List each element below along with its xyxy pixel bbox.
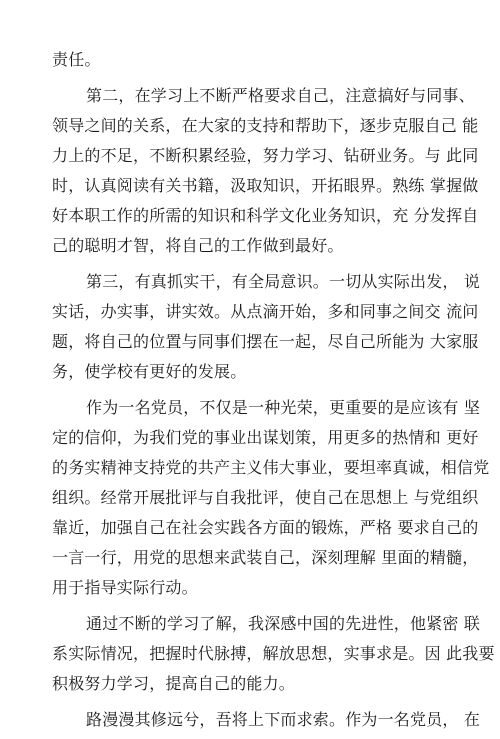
text-line: 己的聪明才智，将自己的工作做到最好。 (52, 236, 344, 255)
text-line: 组织。经常开展批评与自我批评，使自己在思想上 与党组织 (52, 488, 479, 507)
paragraph-start-line: 通过不断的学习了解，我深感中国的先进性，他紧密 联 (86, 614, 481, 633)
text-line: 的务实精神支持党的共产主义伟大事业，要坦率真诚，相信党 (52, 458, 490, 477)
text-line: 靠近，加强自己在社会实践各方面的锻炼，严格 要求自己的 (52, 518, 479, 537)
text-line: 力上的不足，不断积累经验，努力学习、钻研业务。与 此同 (52, 146, 479, 165)
text-line: 时，认真阅读有关书籍，汲取知识，开拓眼界。熟练 掌握做 (52, 176, 479, 195)
paragraph-start-line: 路漫漫其修远兮，吾将上下而求索。作为一名党员， 在 (86, 710, 481, 729)
text-line: 责任。 (52, 50, 101, 69)
text-line: 领导之间的关系，在大家的支持和帮助下，逐步克服自己 能 (52, 116, 479, 135)
text-line: 定的信仰，为我们党的事业出谋划策，用更多的热情和 更好 (52, 428, 479, 447)
text-line: 务，使学校有更好的发展。 (52, 362, 247, 381)
text-line: 实话，办实事，讲实效。从点滴开始，多和同事之间交 流问 (52, 302, 479, 321)
text-line: 好本职工作的所需的知识和科学文化业务知识，充 分发挥自 (52, 206, 479, 225)
text-line: 题，将自己的位置与同事们摆在一起，尽自己所能为 大家服 (52, 332, 479, 351)
paragraph-start-line: 第三，有真抓实干，有全局意识。一切从实际出发， 说 (86, 272, 481, 291)
text-line: 积极努力学习，提高自己的能力。 (52, 674, 296, 693)
text-line: 用于指导实际行动。 (52, 578, 198, 597)
paragraph-start-line: 第二，在学习上不断严格要求自己，注意搞好与同事、 (86, 86, 475, 105)
text-line: 系实际情况，把握时代脉搏，解放思想，实事求是。因 此我要 (52, 644, 495, 663)
text-line: 一言一行，用党的思想来武装自己，深刻理解 里面的精髓， (52, 548, 479, 567)
paragraph-start-line: 作为一名党员，不仅是一种光荣，更重要的是应该有 坚 (86, 398, 481, 417)
